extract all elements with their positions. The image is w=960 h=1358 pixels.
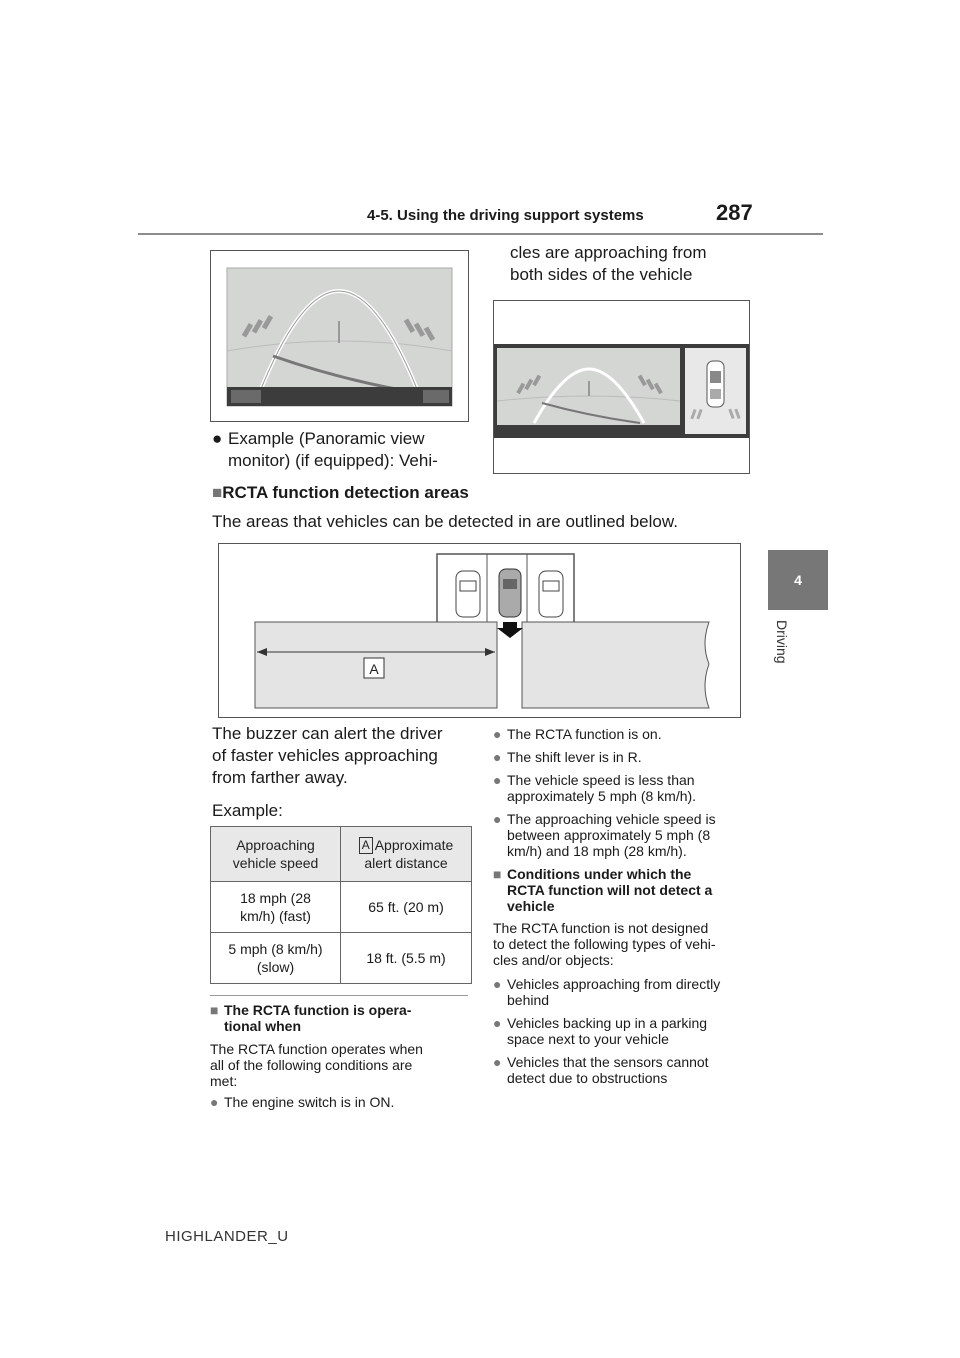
table-row bbox=[211, 882, 472, 933]
rear-camera-display-figure bbox=[210, 250, 469, 422]
bullet-icon: ● bbox=[493, 772, 502, 788]
page-number: 287 bbox=[716, 200, 753, 225]
section-title: 4-5. Using the driving support systems bbox=[367, 207, 644, 224]
area-a-marker: A bbox=[369, 661, 379, 677]
example-cont-line-1: cles are approaching from bbox=[510, 243, 707, 262]
list-item: ● Vehicles that the sensors cannot detect due to obstructions bbox=[493, 1054, 709, 1086]
speed-header: Approaching vehicle speed bbox=[211, 827, 341, 882]
list-item: ● Vehicles backing up in a parking space next to your vehicle bbox=[493, 1015, 708, 1047]
bullet-icon: ● bbox=[493, 749, 502, 765]
section-divider bbox=[210, 995, 468, 996]
bullet-icon: ● bbox=[493, 1015, 502, 1031]
detection-areas-figure bbox=[218, 543, 741, 718]
not-detect-intro: The RCTA function is not designed to detect the following types of vehi- cles and/or objects: bbox=[493, 920, 716, 968]
list-item: ● The approaching vehicle speed is between approximately 5 mph (8 km/h) and 18 mph (28 km/h). bbox=[493, 811, 716, 859]
square-bullet-icon: ■ bbox=[493, 866, 502, 882]
bullet-icon: ● bbox=[493, 811, 502, 827]
example-continuation bbox=[510, 242, 760, 286]
detection-text: The areas that vehicles can be detected in are outlined below. bbox=[212, 512, 678, 531]
distance-header: A Approximate alert distance bbox=[341, 827, 472, 882]
area-a-marker-small: A bbox=[359, 837, 373, 854]
bullet-icon: ● bbox=[493, 1054, 502, 1070]
operational-heading: ■ The RCTA function is opera- tional when bbox=[210, 1002, 412, 1034]
bullet-icon: ● bbox=[210, 1094, 219, 1110]
square-bullet-icon: ■ bbox=[212, 483, 223, 502]
bullet-icon: ● bbox=[493, 726, 502, 742]
detection-heading-text: RCTA function detection areas bbox=[222, 483, 469, 502]
example-bullet bbox=[212, 428, 482, 472]
buzzer-line-3: from farther away. bbox=[212, 768, 348, 787]
square-bullet-icon: ■ bbox=[210, 1002, 219, 1018]
list-item: ● The shift lever is in R. bbox=[493, 749, 642, 765]
bullet-icon: ● bbox=[212, 429, 223, 448]
panoramic-monitor-illustration bbox=[494, 301, 749, 473]
speed-distance-table bbox=[210, 826, 472, 984]
list-item: ● The engine switch is in ON. bbox=[210, 1094, 395, 1110]
example-label: Example: bbox=[212, 801, 283, 820]
chapter-tab: 4 bbox=[768, 550, 828, 610]
header-rule bbox=[138, 233, 823, 235]
speed-cell: 5 mph (8 km/h) (slow) bbox=[211, 933, 341, 984]
detection-areas-illustration bbox=[219, 544, 740, 717]
buzzer-line-2: of faster vehicles approaching bbox=[212, 746, 438, 765]
buzzer-text bbox=[212, 723, 482, 822]
example-cont-line-2: both sides of the vehicle bbox=[510, 265, 693, 284]
list-item: ● The vehicle speed is less than approximately 5 mph (8 km/h). bbox=[493, 772, 697, 804]
detection-heading bbox=[212, 482, 752, 504]
panoramic-monitor-figure bbox=[493, 300, 750, 474]
distance-cell: 18 ft. (5.5 m) bbox=[341, 933, 472, 984]
chapter-label: Driving bbox=[774, 620, 790, 664]
buzzer-line-1: The buzzer can alert the driver bbox=[212, 724, 443, 743]
example-line-1: Example (Panoramic view bbox=[228, 429, 425, 448]
list-item: ● Vehicles approaching from directly behind bbox=[493, 976, 721, 1008]
example-line-2: monitor) (if equipped): Vehi- bbox=[228, 451, 438, 470]
speed-cell: 18 mph (28 km/h) (fast) bbox=[211, 882, 341, 933]
not-detect-heading: ■ Conditions under which the RCTA function will not detect a vehicle bbox=[493, 866, 713, 914]
operational-intro: The RCTA function operates when all of the following conditions are met: bbox=[210, 1041, 423, 1089]
footer-model: HIGHLANDER_U bbox=[165, 1228, 289, 1245]
rear-camera-illustration bbox=[211, 251, 468, 421]
table-row bbox=[211, 933, 472, 984]
distance-cell: 65 ft. (20 m) bbox=[341, 882, 472, 933]
list-item: ● The RCTA function is on. bbox=[493, 726, 662, 742]
bullet-icon: ● bbox=[493, 976, 502, 992]
